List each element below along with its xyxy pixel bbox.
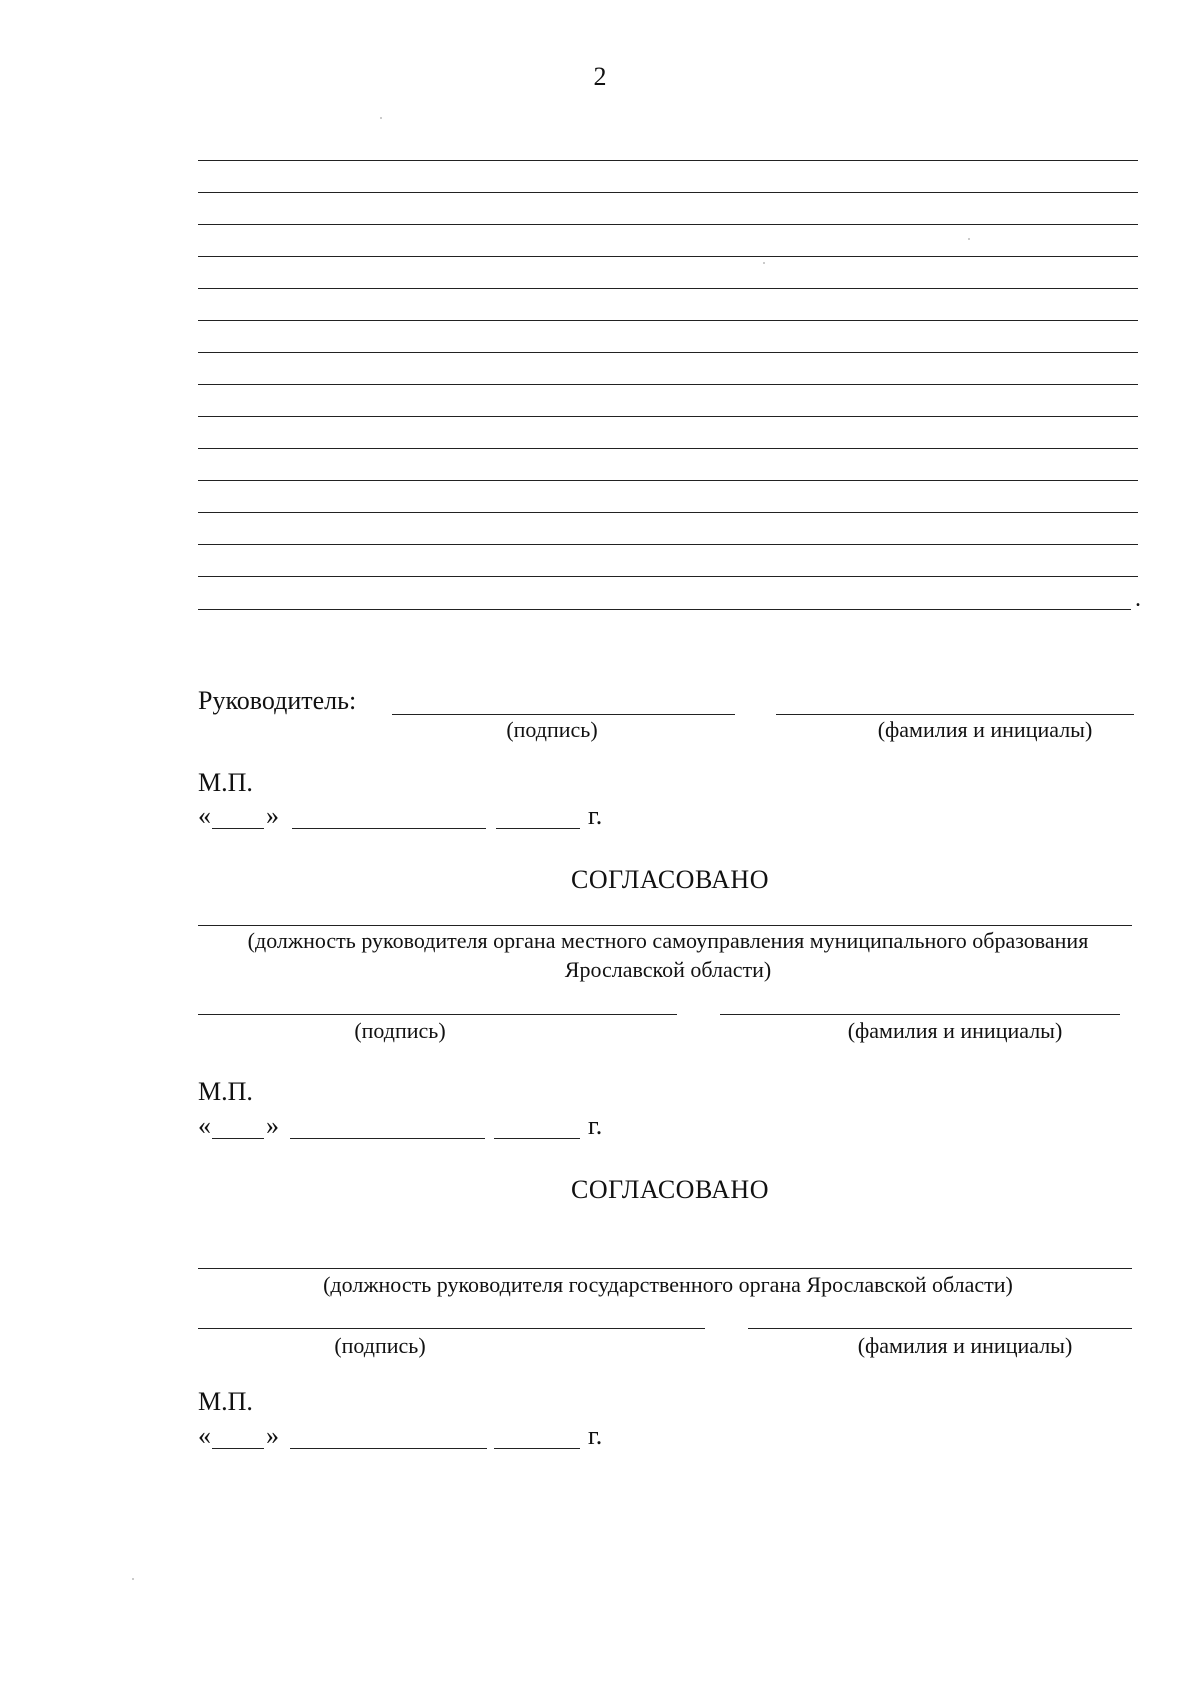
- blank-line[interactable]: [198, 352, 1138, 353]
- municipal-name-line[interactable]: [720, 1014, 1120, 1015]
- state-signature-caption: (подпись): [334, 1333, 426, 1358]
- date-open-quote: «: [198, 801, 211, 830]
- director-signature-caption: (подпись): [506, 717, 598, 742]
- date-day-field[interactable]: [212, 828, 264, 829]
- date-year-field[interactable]: [496, 828, 580, 829]
- date-open-quote: «: [198, 1421, 211, 1450]
- scan-speck: [380, 117, 382, 119]
- director-signature-line[interactable]: [392, 714, 735, 715]
- date-year-suffix: г.: [588, 1421, 603, 1450]
- end-period: .: [1135, 586, 1141, 612]
- blank-line[interactable]: [198, 544, 1138, 545]
- scan-speck: [763, 262, 765, 264]
- scan-speck: [968, 238, 970, 240]
- blank-line[interactable]: [198, 224, 1138, 225]
- state-name-caption: (фамилия и инициалы): [857, 1333, 1073, 1358]
- approval-heading: СОГЛАСОВАНО: [571, 1175, 769, 1204]
- blank-line[interactable]: [198, 448, 1138, 449]
- approval-heading: СОГЛАСОВАНО: [571, 865, 769, 894]
- scan-speck: [132, 1578, 134, 1580]
- blank-line[interactable]: [198, 160, 1138, 161]
- date-month-field[interactable]: [292, 828, 486, 829]
- municipal-signature-line[interactable]: [198, 1014, 677, 1015]
- state-position-line[interactable]: [198, 1268, 1132, 1269]
- date-open-quote: «: [198, 1111, 211, 1140]
- blank-line[interactable]: [198, 384, 1138, 385]
- municipal-position-caption-cont: Ярославской области): [564, 957, 772, 982]
- date-close-quote: »: [266, 1421, 279, 1450]
- blank-line[interactable]: [198, 416, 1138, 417]
- date-year-suffix: г.: [588, 801, 603, 830]
- director-name-caption: (фамилия и инициалы): [877, 717, 1093, 742]
- municipal-name-caption: (фамилия и инициалы): [847, 1018, 1063, 1043]
- blank-line[interactable]: [198, 192, 1138, 193]
- state-signature-line[interactable]: [198, 1328, 705, 1329]
- blank-line[interactable]: [198, 609, 1131, 610]
- blank-line[interactable]: [198, 288, 1138, 289]
- date-year-field[interactable]: [494, 1138, 580, 1139]
- blank-line[interactable]: [198, 576, 1138, 577]
- date-day-field[interactable]: [212, 1138, 264, 1139]
- director-label: Руководитель:: [198, 686, 357, 715]
- blank-line[interactable]: [198, 512, 1138, 513]
- date-close-quote: »: [266, 801, 279, 830]
- blank-line[interactable]: [198, 256, 1138, 257]
- page-number: 2: [593, 62, 607, 91]
- director-name-line[interactable]: [776, 714, 1134, 715]
- date-year-suffix: г.: [588, 1111, 603, 1140]
- date-month-field[interactable]: [290, 1138, 485, 1139]
- date-day-field[interactable]: [212, 1448, 264, 1449]
- state-stamp: М.П.: [198, 1387, 253, 1416]
- municipal-stamp: М.П.: [198, 1077, 253, 1106]
- municipal-position-line[interactable]: [198, 925, 1132, 926]
- municipal-signature-caption: (подпись): [354, 1018, 446, 1043]
- date-close-quote: »: [266, 1111, 279, 1140]
- state-name-line[interactable]: [748, 1328, 1132, 1329]
- blank-line[interactable]: [198, 480, 1138, 481]
- state-position-caption: (должность руководителя государственного органа Ярославской области): [323, 1272, 1013, 1297]
- date-year-field[interactable]: [494, 1448, 580, 1449]
- municipal-position-caption: (должность руководителя органа местного самоуправления муниципального образования: [247, 928, 1089, 953]
- date-month-field[interactable]: [290, 1448, 487, 1449]
- blank-line[interactable]: [198, 320, 1138, 321]
- director-stamp: М.П.: [198, 768, 253, 797]
